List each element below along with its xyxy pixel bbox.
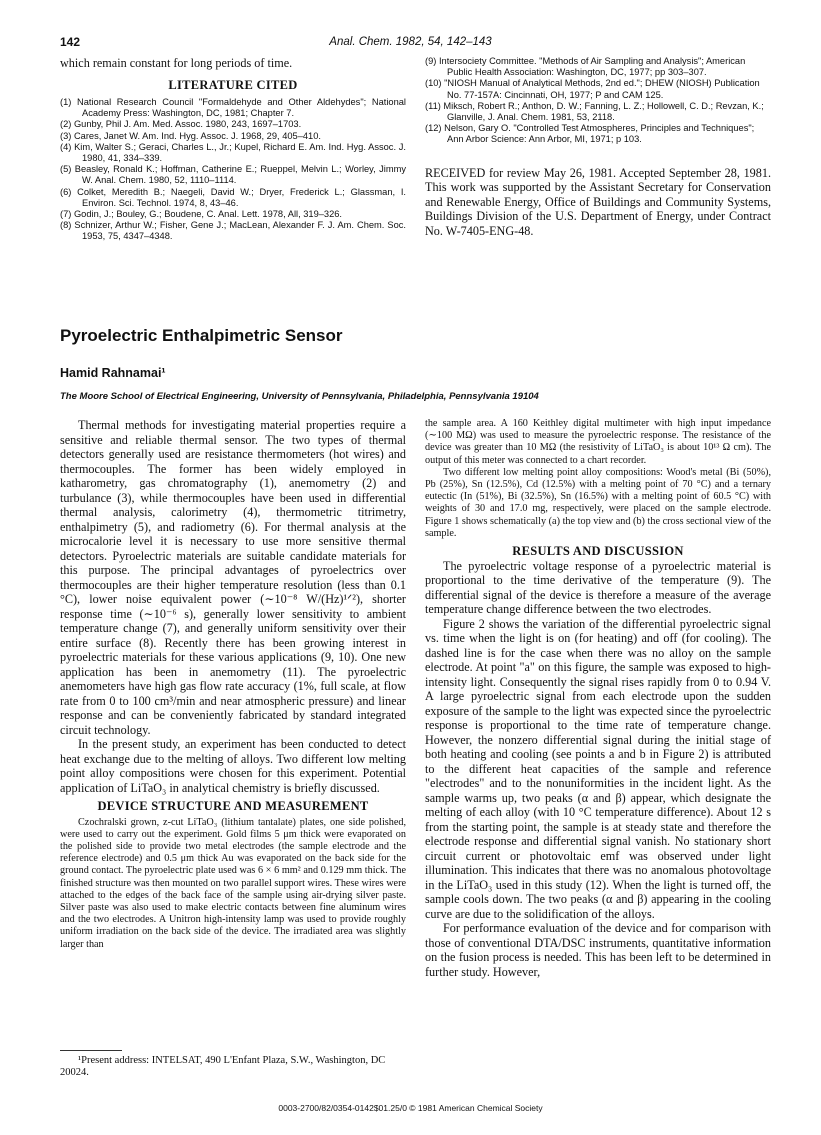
article-affiliation: The Moore School of Electrical Engineering, University of Pennsylvania, Philadelphia, Pennsylvania 19104 <box>60 391 539 402</box>
continuation-text: which remain constant for long periods of time. <box>60 56 293 70</box>
previous-article-right <box>425 56 771 238</box>
device-structure-heading: DEVICE STRUCTURE AND MEASUREMENT <box>97 799 369 813</box>
paragraph: Two different low melting point alloy compositions: Wood's metal (Bi (50%), Pb (25%), Sn (12.5%), Cd (12.5%) with a melting point of 70 °C) and a ternary eutectic (In (51%), Bi (32.5%), Sn (16.5%) with a melting point of 60.5 °C) with weights of 30 and 17.0 mg, respectively, were placed on the sample electrode. Figure 1 shows schematically (a) the top view and (b) the cross sectional view of the sample. <box>425 466 771 539</box>
paragraph: Czochralski grown, z-cut LiTaO₃ (lithium tantalate) plates, one side polished, were used to carry out the experiment. Gold films 5 μm thick were evaporated on the polished side to provide two metal electrodes (the sample electrode and the reference electrode) and 0.5 μm thick Au was evaporated on the back side for the ground contact. The pyroelectric plate used was 6 × 6 mm² and 0.129 mm thick. The finished structure was then mounted on two parallel support wires. These wires were attached to the edges of the back face of the sample using air-drying silver paste. Silver paste was also used to make electric contacts between fine aluminum wires and the two electrodes. A Unitron high-intensity lamp was used to provide roughly uniform irradiation on the back side of the device. The irradiated area was slightly larger than <box>60 816 406 950</box>
reference-item: (1) National Research Council "Formaldehyde and Other Aldehydes"; National Academy Press: Washington, DC, 1981; Chapter 7. <box>60 97 406 119</box>
reference-item: (12) Nelson, Gary O. "Controlled Test Atmospheres, Principles and Techniques"; Ann Arbor Science: Ann Arbor, MI, 1971; p 103. <box>425 123 755 145</box>
reference-item: (4) Kim, Walter S.; Geraci, Charles L., Jr.; Kupel, Richard E. Am. Ind. Hyg. Assoc. J. 1980, 41, 334–339. <box>60 141 406 164</box>
reference-item: (9) Intersociety Committee. "Methods of Air Sampling and Analysis"; American Public Health Association: Washington, DC, 1977; pp 303–307. <box>425 56 746 78</box>
reference-item: (11) Miksch, Robert R.; Anthon, D. W.; Fanning, L. Z.; Hollowell, C. D.; Revzan, K.; Glanville, J. Anal. Chem. 1981, 53, 2118. <box>425 100 764 123</box>
footnote-rule <box>60 1050 122 1051</box>
paragraph: Figure 2 shows the variation of the differential pyroelectric signal vs. time when the light is on (for heating) and off (for cooling). The dashed line is for the case when there was no alloy on the sample electrode. At point "a" on this figure, the sample was exposed to high-intensity light. Consequently the signal rises rapidly from 0 to 0.94 V. A large pyroelectric signal from each electrode upon the sudden exposure of the sample to the light was expected since the pyroelectric response is proportional to the time rate of temperature change. However, the nonzero differential signal during the initial stage of both heating and cooling (see points a and b in Figure 2) is attributed to the different heat capacities of the sample and reference "electrodes" and to the nonuniformities in the incident light. As the sample warms up, two peaks (α and β) appear, which designate the melting of each alloy (with 10 °C temperature difference). About 12 s from the starting point, the sample is at steady state and therefore the electrode response and differential signal vanish. No stationary short circuit current or photovoltaic emf was observed under light illumination. This indicates that there was no anomalous photovoltage in the LiTaO₃ used in this study (12). When the light is turned off, the sample cools down. The two peaks (α and β) appearing in the cooling curve are due to the solidification of the alloys. <box>425 616 771 921</box>
article-author: Hamid Rahnamai¹ <box>60 366 166 380</box>
reference-list-right <box>425 56 771 146</box>
received-note: RECEIVED for review May 26, 1981. Accepted September 28, 1981. This work was supported by the Assistant Secretary for Conservation and Renewable Energy, Office of Buildings and Community Systems, Buildings Division of the U.S. Department of Energy, under Contract No. W-7405-ENG-48. <box>425 165 771 238</box>
footnote-block <box>60 1050 406 1079</box>
page-footer: 0003-2700/82/0354-0142$01.25/0 © 1981 American Chemical Society <box>278 1103 543 1113</box>
paragraph: Thermal methods for investigating material properties require a sensitive and reliable thermal sensor. The two types of thermal detectors generally used are resistance thermometers (hot wires) and thermocouples. The former has been widely employed in katharometry, gas chromatography (1), anemometry (2) and turbulance (3), while thermocouples have been used in differential thermal analysis, calorimetry (4), thermometric titrimetry, enthalpimetry (5), and radiometry (6). For thermal analysis at the microcalorie level it is necessary to use more sensitive thermal detectors. Pyroelectric materials are suitable candidate materials for this purpose. The principal advantages of pyroelectrics over thermocouples are their higher temperature resolution (less than 0.1 °C), lower noise equivalent power (∼10⁻⁸ W/(Hz)¹ᐟ²), shorter response time (∼10⁻⁶ s), generally lower sensitivity to ambient temperature change (7), and generally uniform sensitivity over their entire surface (8). Recently there has been growing interest in pyroelectric materials for these various applications (9, 10). One new application has been in anemometry (11). The pyroelectric anemometers have high gas flow rate accuracy (1%, full scale, at flow rate from 0 to 100 cm³/min and near atmospheric pressure) and linear response and can be conveniently fabricated by standard integrated circuit technology. <box>60 418 406 737</box>
reference-item: (8) Schnizer, Arthur W.; Fisher, Gene J.; MacLean, Alexander F. J. Am. Chem. Soc. 1953, 75, 4347–4348. <box>60 220 406 242</box>
paragraph: In the present study, an experiment has been conducted to detect heat exchange due to the melting of alloys. Two different low melting point alloy compositions were chosen for this experiment. Potential application of LiTaO₃ in analytical chemistry is briefly discussed. <box>60 737 406 795</box>
paragraph: The pyroelectric voltage response of a pyroelectric material is proportional to the time derivative of the temperature (9). The differential signal of the device is therefore a measure of the average temperature change difference between the two electrodes. <box>425 558 771 617</box>
reference-item: (2) Gunby, Phil J. Am. Med. Assoc. 1980, 243, 1697–1703. <box>60 119 302 130</box>
reference-list-left <box>60 97 406 243</box>
journal-citation: Anal. Chem. 1982, 54, 142–143 <box>329 36 492 48</box>
right-column <box>425 418 771 979</box>
page-number: 142 <box>60 35 81 49</box>
footnote: ¹Present address: INTELSAT, 490 L'Enfant Plaza, S.W., Washington, DC 20024. <box>60 1055 386 1078</box>
previous-article-left <box>60 56 406 243</box>
results-heading: RESULTS AND DISCUSSION <box>512 544 684 559</box>
paragraph: For performance evaluation of the device and for comparison with those of conventional DTA/DSC instruments, quantitative information on the fusion process is needed. This has been left to be determined in further study. However, <box>425 921 771 979</box>
reference-item: (7) Godin, J.; Bouley, G.; Boudene, C. Anal. Lett. 1978, All, 319–326. <box>60 209 343 220</box>
reference-item: (10) "NIOSH Manual of Analytical Methods, 2nd ed."; DHEW (NIOSH) Publication No. 77-157A: Cincinnati, OH, 1977; P and CAM 125. <box>425 78 760 100</box>
left-column <box>60 418 406 951</box>
reference-item: (5) Beasley, Ronald K.; Hoffman, Catherine E.; Rueppel, Melvin L.; Worley, Jimmy W. Anal. Chem. 1980, 52, 1110–1114. <box>60 164 406 186</box>
literature-cited-heading: LITERATURE CITED <box>168 77 298 92</box>
reference-item: (3) Cares, Janet W. Am. Ind. Hyg. Assoc. J. 1968, 29, 405–410. <box>60 130 321 141</box>
article-title: Pyroelectric Enthalpimetric Sensor <box>60 326 343 345</box>
reference-item: (6) Colket, Meredith B.; Naegeli, David W.; Dryer, Frederick L.; Glassman, I. Environ. Sci. Technol. 1974, 8, 43–46. <box>60 186 406 208</box>
paragraph: the sample area. A 160 Keithley digital multimeter with high input impedance (∼100 MΩ) was used to measure the pyroelectric response. The resistance of the device was greater than 10 MΩ (the resistivity of LiTaO₃ is about 10¹³ Ω cm). The output of this meter was connected to a chart recorder. <box>425 418 771 466</box>
